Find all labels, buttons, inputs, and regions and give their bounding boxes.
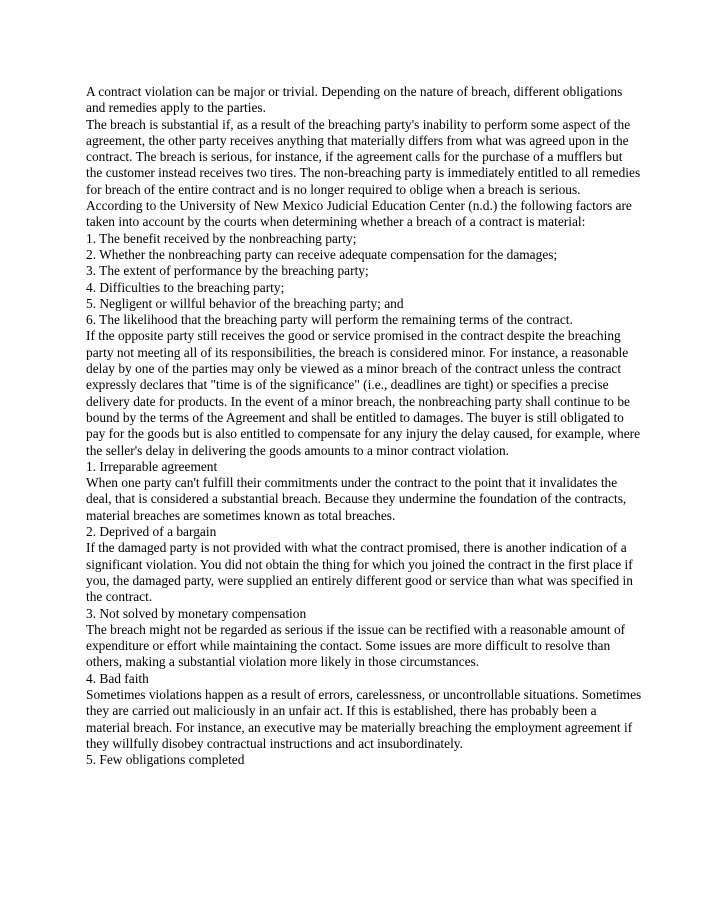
paragraph-irreparable-agreement: When one party can't fulfill their commitments under the contract to the point that it invalidates the deal, that is considered a substantial breach. Because they undermine the foundation of the contracts, material breaches are sometimes known as total breaches. xyxy=(86,475,627,523)
heading-few-obligations: 5. Few obligations completed xyxy=(86,752,245,768)
paragraph-factors-intro: According to the University of New Mexico Judicial Education Center (n.d.) the following factors are taken into account by the courts when determining whether a breach of a contract is material: xyxy=(86,198,632,230)
list-item-factor-5: 5. Negligent or willful behavior of the breaching party; and xyxy=(86,295,404,311)
paragraph-bad-faith: Sometimes violations happen as a result of errors, carelessness, or uncontrollable situations. Sometimes they are carried out maliciously in an unfair act. If this is established, there has probably been a material breach. For instance, an executive may be materially breaching the employment agreement if they willfully disobey contractual instructions and act insubordinately. xyxy=(86,686,642,751)
list-item-factor-6: 6. The likelihood that the breaching party will perform the remaining terms of the contract. xyxy=(86,312,573,328)
paragraph-minor-breach: If the opposite party still receives the good or service promised in the contract despite the breaching party not meeting all of its responsibilities, the breach is considered minor. For instance, a reasonable delay by one of the parties may only be viewed as a minor breach of the contract unless the contract expressly declares that "time is of the significance" (i.e., deadlines are tight) or specifies a precise delivery date for products. In the event of a minor breach, the nonbreaching party shall continue to be bound by the terms of the Agreement and shall be entitled to damages. The buyer is still obligated to pay for the goods but is also entitled to compensate for any injury the delay caused, for example, where the seller's delay in delivering the goods amounts to a minor contract violation. xyxy=(86,328,641,458)
document-body xyxy=(86,84,642,768)
list-item-factor-2: 2. Whether the nonbreaching party can receive adequate compensation for the damages; xyxy=(86,246,558,262)
list-item-factor-4: 4. Difficulties to the breaching party; xyxy=(86,279,285,295)
paragraph-substantial-breach: The breach is substantial if, as a result of the breaching party's inability to perform some aspect of the agreement, the other party receives anything that materially differs from what was agreed upon in the contract. The breach is serious, for instance, if the agreement calls for the purchase of a mufflers but the customer instead receives two tires. The non-breaching party is immediately entitled to all remedies for breach of the entire contract and is no longer required to oblige when a breach is serious. xyxy=(86,116,641,197)
heading-bad-faith: 4. Bad faith xyxy=(86,670,149,686)
heading-monetary-compensation: 3. Not solved by monetary compensation xyxy=(86,605,307,621)
paragraph-monetary-compensation: The breach might not be regarded as serious if the issue can be rectified with a reasonable amount of expenditure or effort while maintaining the contact. Some issues are more difficult to resolve than others, making a substantial violation more likely in those circumstances. xyxy=(86,621,626,670)
heading-deprived-of-bargain: 2. Deprived of a bargain xyxy=(86,524,217,540)
paragraph-intro: A contract violation can be major or trivial. Depending on the nature of breach, different obligations and remedies apply to the parties. xyxy=(86,84,623,116)
list-item-factor-3: 3. The extent of performance by the breaching party; xyxy=(86,263,369,279)
list-item-factor-1: 1. The benefit received by the nonbreaching party; xyxy=(86,230,357,246)
paragraph-deprived-of-bargain: If the damaged party is not provided with what the contract promised, there is another indication of a significant violation. You did not obtain the thing for which you joined the contract in the first place if you, the damaged party, were supplied an entirely different good or service than what was specified in the contract. xyxy=(86,540,633,605)
heading-irreparable-agreement: 1. Irreparable agreement xyxy=(86,458,218,474)
